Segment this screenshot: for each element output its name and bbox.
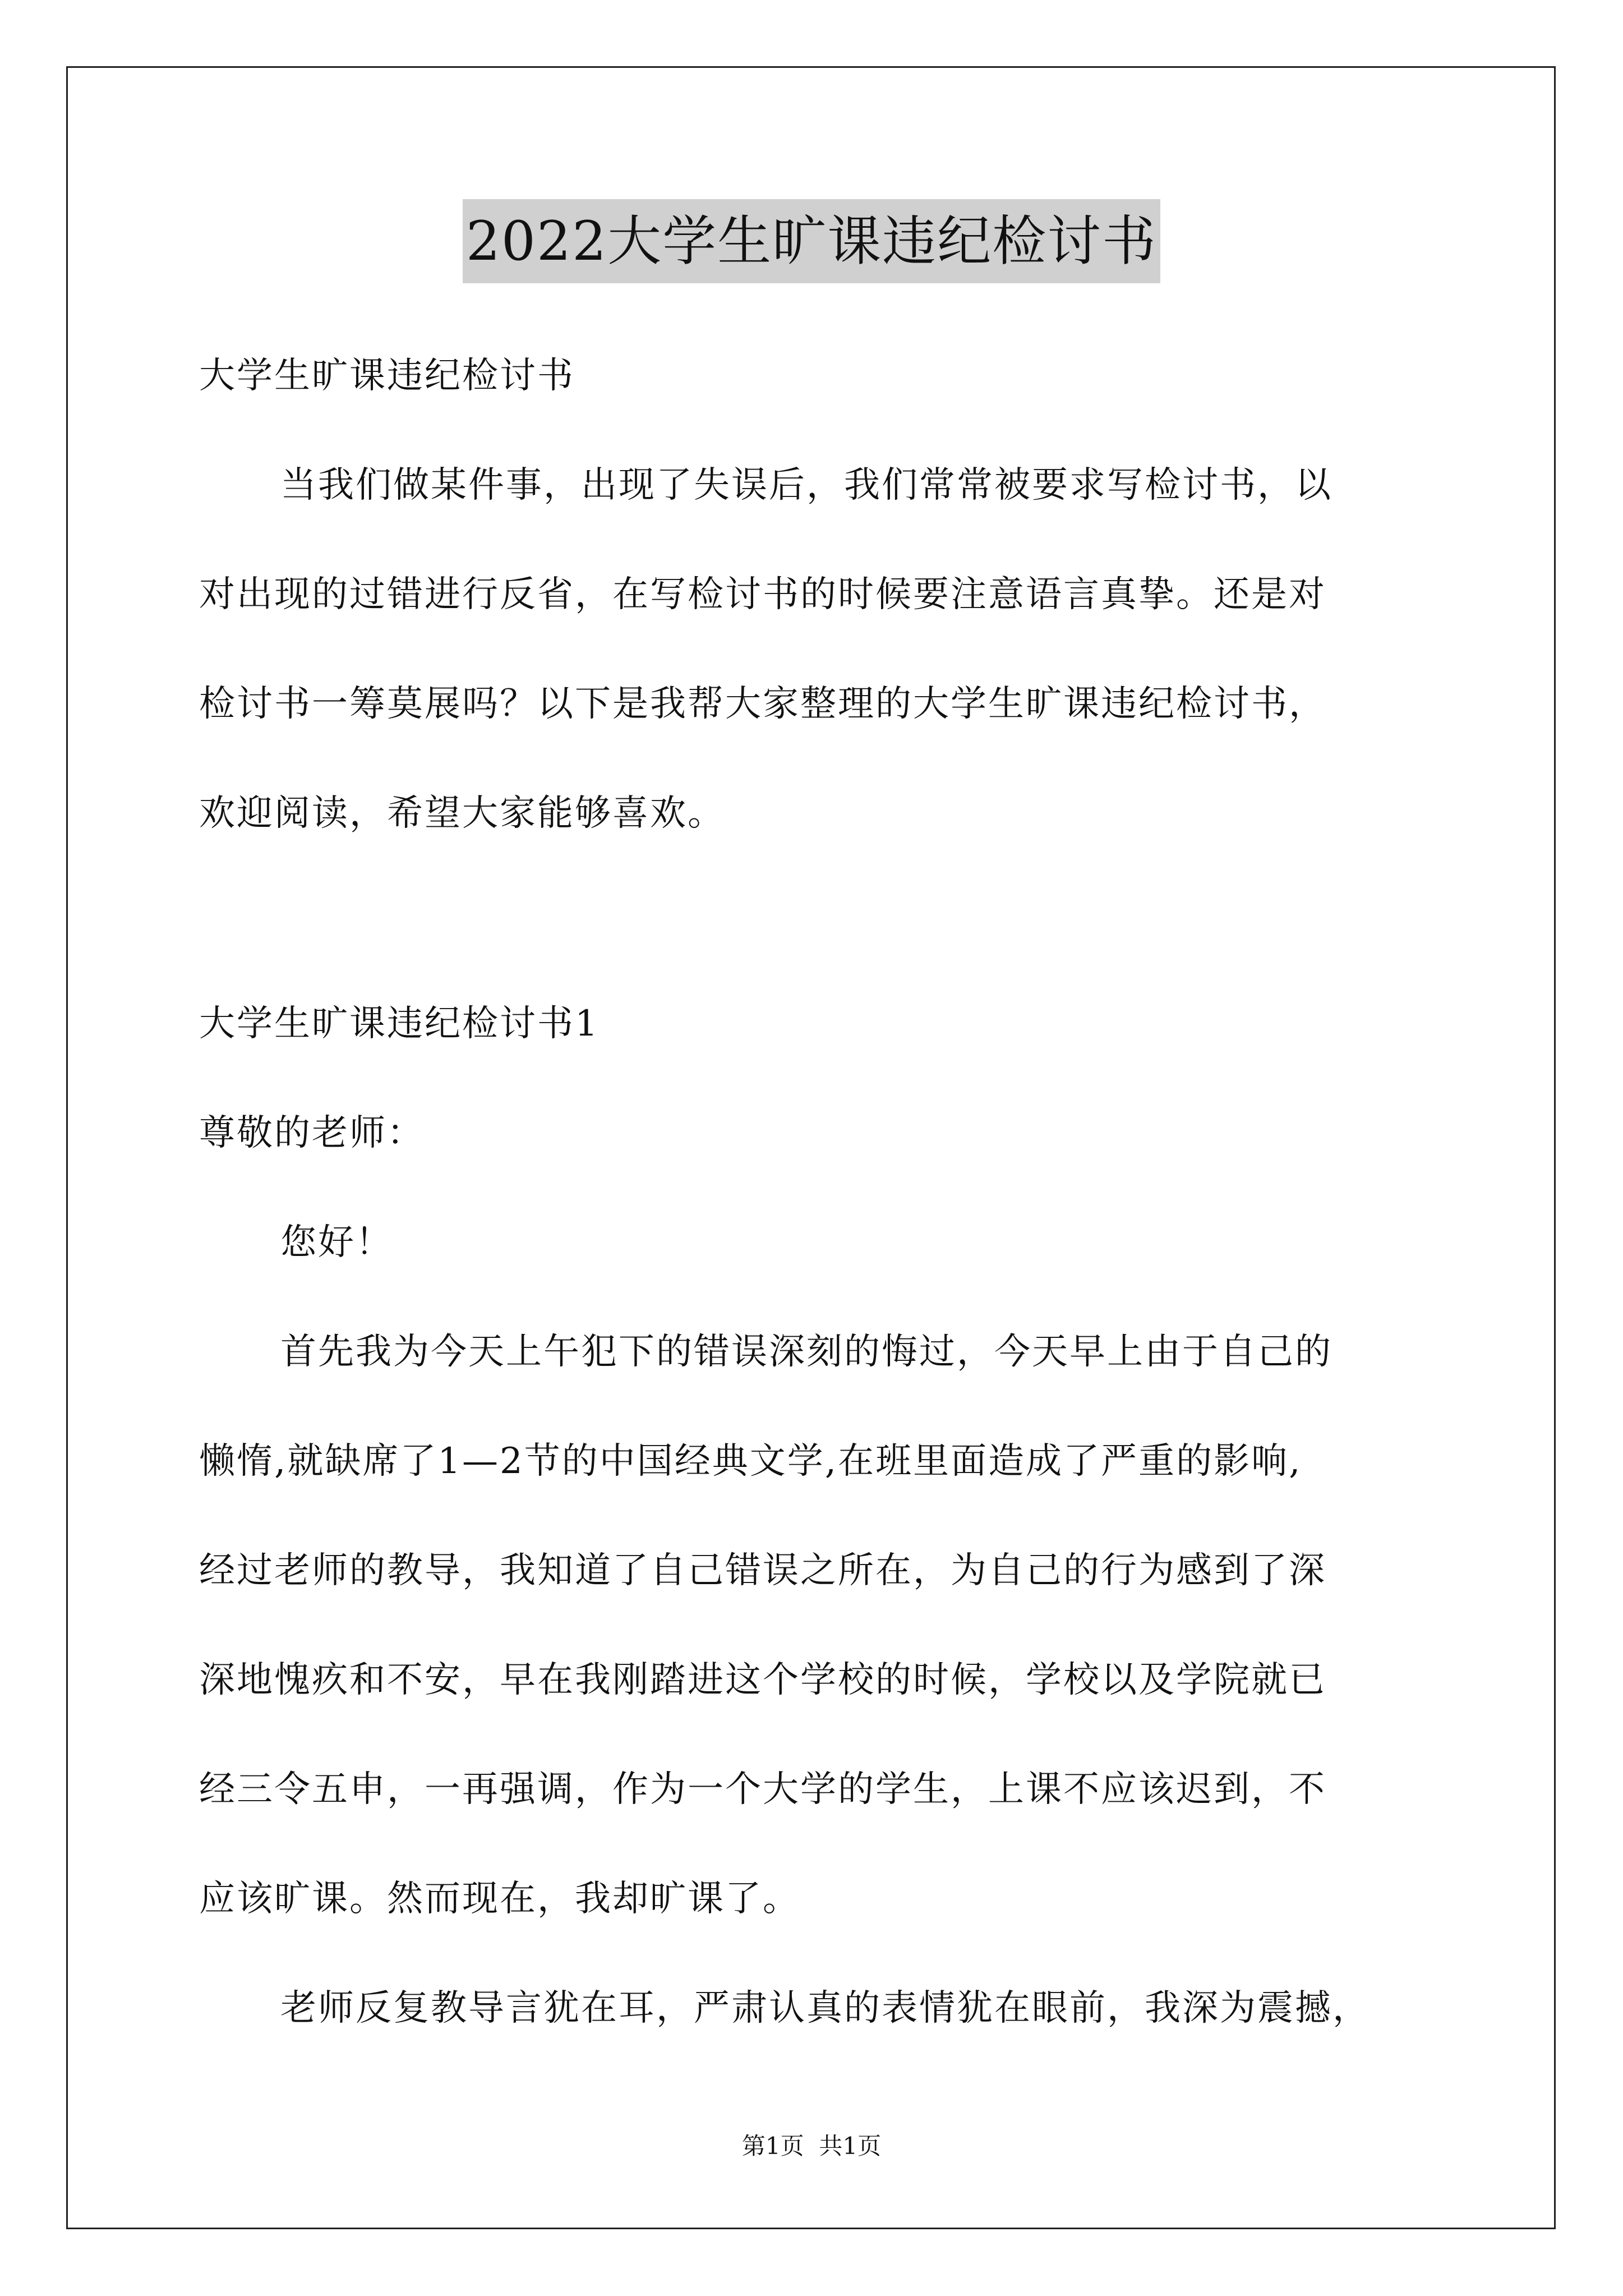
paragraph-line: 欢迎阅读，希望大家能够喜欢。 — [199, 793, 725, 834]
paragraph-line: 当我们做某件事，出现了失误后，我们常常被要求写检讨书，以 — [280, 464, 1332, 506]
paragraph-line: 检讨书一筹莫展吗？以下是我帮大家整理的大学生旷课违纪检讨书， — [199, 683, 1326, 725]
subtitle-line: 大学生旷课违纪检讨书 — [199, 355, 575, 397]
paragraph-line: 深地愧疚和不安，早在我刚踏进这个学校的时候，学校以及学院就已 — [199, 1659, 1326, 1701]
page-footer: 第1页 共1页 — [741, 2132, 882, 2160]
salutation: 尊敬的老师： — [199, 1112, 425, 1154]
paragraph-line: 对出现的过错进行反省，在写检讨书的时候要注意语言真挚。还是对 — [199, 574, 1326, 615]
paragraph-line: 首先我为今天上午犯下的错误深刻的悔过，今天早上由于自己的 — [280, 1331, 1332, 1373]
paragraph-line: 应该旷课。然而现在，我却旷课了。 — [199, 1878, 800, 1920]
paragraph-line: 老师反复教导言犹在耳，严肃认真的表情犹在眼前，我深为震撼， — [280, 1987, 1370, 2029]
paragraph-line: 懒惰,就缺席了1—2节的中国经典文学,在班里面造成了严重的影响, — [199, 1441, 1302, 1482]
title-container — [0, 199, 1623, 283]
paragraph-line: 经三令五申，一再强调，作为一个大学的学生，上课不应该迟到，不 — [199, 1769, 1326, 1810]
section-heading: 大学生旷课违纪检讨书1 — [199, 1003, 600, 1045]
document-title: 2022大学生旷课违纪检讨书 — [463, 199, 1160, 283]
greeting: 您好！ — [280, 1222, 393, 1263]
paragraph-line: 经过老师的教导，我知道了自己错误之所在，为自己的行为感到了深 — [199, 1550, 1326, 1591]
